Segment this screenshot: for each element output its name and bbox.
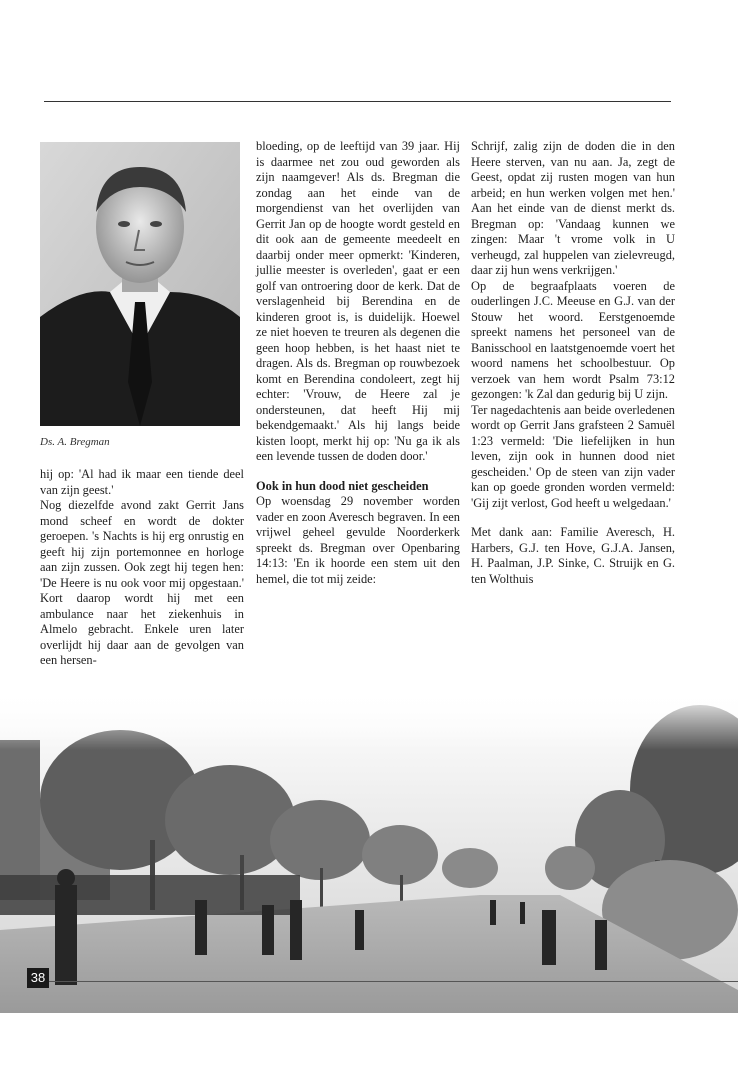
section-heading: Ook in hun dood niet gescheiden	[256, 478, 429, 493]
footer-rule	[49, 981, 738, 982]
text-column-1	[40, 467, 244, 669]
acknowledgements: Met dank aan: Familie Averesch, H. Harbers, G.J. ten Hove, G.J.A. Jansen, H. Paalman, J.P. Sinke, C. Struijk en G. ten Wolthuis	[471, 525, 675, 586]
paragraph: Schrijf, zalig zijn de doden die in den Heere sterven, van nu aan. Ja, zegt de Geest, opdat zij rusten mogen van hun arbeid; en hun werken volgen met hen.' Aan het einde van de dienst merkt ds. Bregman op: 'Vandaag kunnen we zingen: Maar 't vrome volk in U verheugd, zal huppelen van zielevreugd, daar zij hun wens verkrijgen.'	[471, 139, 675, 277]
paragraph: Nog diezelfde avond zakt Gerrit Jans mond scheef en wordt de dokter geroepen. 's Nachts is hij erg onrustig en geeft hij zijn portemonnee en horloge aan zijn zussen. Ook zegt hij tegen hen: 'De Heere is nu ook voor mij opgestaan.' Kort daarop wordt hij met een ambulance naar het ziekenhuis in Almelo gebracht. Enkele uren later overlijdt hij daar aan de gevolgen van een hersen-	[40, 498, 244, 667]
paragraph: Op woensdag 29 november worden vader en zoon Averesch begraven. In een vrijwel geheel gevulde Noorderkerk spreekt ds. Bregman over Openbaring 14:13: 'En ik hoorde een stem uit den hemel, die tot mij zeide:	[256, 494, 460, 586]
page-number: 38	[27, 968, 49, 988]
text-column-3	[471, 139, 675, 587]
historic-street-photo	[0, 690, 738, 1013]
paragraph: bloeding, op de leeftijd van 39 jaar. Hij is daarmee net zou oud geworden als zijn naamgever! Als ds. Bregman die zondag aan het einde van de morgendienst van het overlijden van Gerrit Jan op de hoogte wordt gesteld en dit ook aan de gemeente meedeelt en daarbij onder meer opmerkt: 'Kinderen, jullie meester is overleden', gaat er een golf van ontroering door de kerk. Dat de verslagenheid bij Berendina en de kinderen groot is, is duidelijk. Hoewel ze niet hoeven te treuren als degenen die geen hoop hebben, is het haast niet te dragen. Als ds. Bregman op rouwbezoek komt en Berendina condoleert, zegt hij echter: 'Vrouw, de Heere zal je ondersteunen, dat heeft Hij mij bekendgemaakt.' Als hij langs beide kisten loopt, merkt hij op: 'Nu ga ik als een levende tussen de doden door.'	[256, 139, 460, 463]
paragraph: Ter nagedachtenis aan beide overledenen wordt op Gerrit Jans grafsteen 2 Samuël 1:23 vermeld: 'Die liefelijken in hun leven, zijn ook in hunnen dood niet gescheiden.' Op de steen van zijn vader kan op goede gronden worden vermeld: 'Gij zijt verlost, God heeft u welgedaan.'	[471, 402, 675, 510]
portrait-photo	[40, 142, 240, 426]
paragraph: hij op: 'Al had ik maar een tiende deel van zijn geest.'	[40, 467, 244, 497]
photo-caption: Ds. A. Bregman	[40, 436, 110, 448]
header-rule	[44, 101, 671, 102]
text-column-2	[256, 139, 460, 587]
paragraph: Op de begraafplaats voeren de ouderlingen J.C. Meeuse en G.J. van der Stouw het woord. Eerstgenoemde spreekt namens het personeel van de Banisschool en laatstgenoemde voert het woord namens het schoolbestuur. Op verzoek van hem wordt Psalm 73:12 gezongen: 'k Zal dan gedurig bij U zijn.	[471, 278, 675, 401]
